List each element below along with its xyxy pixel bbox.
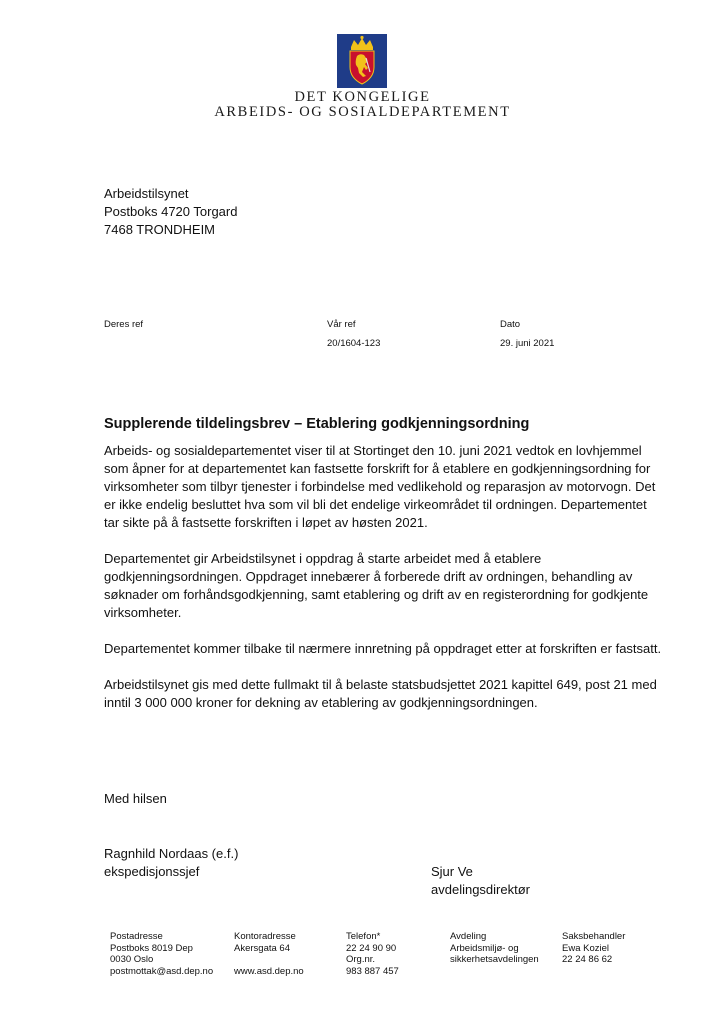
footer-orgnr-label: Org.nr. [346,954,376,965]
footer-avdeling-label: Avdeling [450,931,487,942]
letter-body [104,442,664,730]
body-paragraph: Departementet kommer tilbake til nærmere innretning på oppdraget etter at forskriften er fastsatt. [104,641,662,656]
footer-website-link[interactable]: www.asd.dep.no [234,965,304,977]
footer-avdeling [450,931,539,966]
footer-kontoradresse [234,931,304,977]
signer-left-title: ekspedisjonssjef [104,864,200,879]
body-paragraph: Arbeidstilsynet gis med dette fullmakt til å belaste statsbudsjettet 2021 kapittel 649, post 21 med inntil 3 000 000 kroner for dekning av etablering av godkjenningsordningen. [104,677,657,710]
footer-kontoradresse-label: Kontoradresse [234,931,296,942]
footer-postadresse-label: Postadresse [110,931,163,942]
footer-kontoradresse-blank [234,954,304,966]
footer-postadresse [110,931,213,977]
footer-telefon [346,931,399,977]
var-ref-label: Vår ref [327,319,356,330]
footer-saksbehandler [562,931,625,966]
recipient-name: Arbeidstilsynet [104,186,189,201]
signature-right [431,863,530,899]
footer-saksbehandler-label: Saksbehandler [562,931,626,942]
footer-telefon-number: 22 24 90 90 [346,942,397,954]
var-ref-value: 20/1604-123 [327,338,381,349]
footer-avdeling-line: Arbeidsmiljø- og [450,942,519,954]
department-name-line2: ARBEIDS- OG SOSIALDEPARTEMENT [214,104,511,120]
closing-greeting: Med hilsen [104,791,167,806]
signature-left [104,845,238,881]
recipient-address [104,185,237,239]
footer-postadresse-line: Postboks 8019 Dep [110,942,193,954]
footer-telefon-label: Telefon* [346,931,381,942]
letter-title: Supplerende tildelingsbrev – Etablering godkjenningsordning [104,416,530,432]
footer-email-link[interactable]: postmottak@asd.dep.no [110,965,214,977]
signer-right-title: avdelingsdirektør [431,882,530,897]
footer-postadresse-line: 0030 Oslo [110,954,154,965]
footer-saksbehandler-phone: 22 24 86 62 [562,954,613,965]
body-paragraph: Departementet gir Arbeidstilsynet i oppdrag å starte arbeidet med å etablere godkjenningsordningen. Oppdraget innebærer å forberede drift av ordningen, behandling av søknader om forhåndsgodkjenning, samt etablering og drift av en registerordning for godkjente virksomheter. [104,551,649,620]
footer-avdeling-line: sikkerhetsavdelingen [450,954,539,965]
coat-of-arms-icon [337,34,387,88]
recipient-street: Postboks 4720 Torgard [104,204,238,219]
signer-left-name: Ragnhild Nordaas (e.f.) [104,846,239,861]
deres-ref-label: Deres ref [104,319,144,330]
recipient-city: 7468 TRONDHEIM [104,222,216,237]
dato-value: 29. juni 2021 [500,338,555,349]
footer-orgnr-value: 983 887 457 [346,965,399,977]
footer-kontoradresse-line: Akersgata 64 [234,942,290,954]
dato-label: Dato [500,319,521,330]
footer-saksbehandler-name: Ewa Koziel [562,942,609,954]
signer-right-name: Sjur Ve [431,864,473,879]
department-name-line1: DET KONGELIGE [294,89,431,105]
body-paragraph: Arbeids- og sosialdepartementet viser til at Stortinget den 10. juni 2021 vedtok en lovhjemmel som åpner for at departementet kan fastsette forskrift for å etablere en godkjenningsordning for virksomheter som tilbyr tjenester i forbindelse med vedlikehold og reparasjon av motorvogn. Det er ikke endelig besluttet hva som vil bli det endelige virkeområdet til ordningen. Departementet tar sikte på å fastsette forskriften i løpet av høsten 2021. [104,443,656,530]
